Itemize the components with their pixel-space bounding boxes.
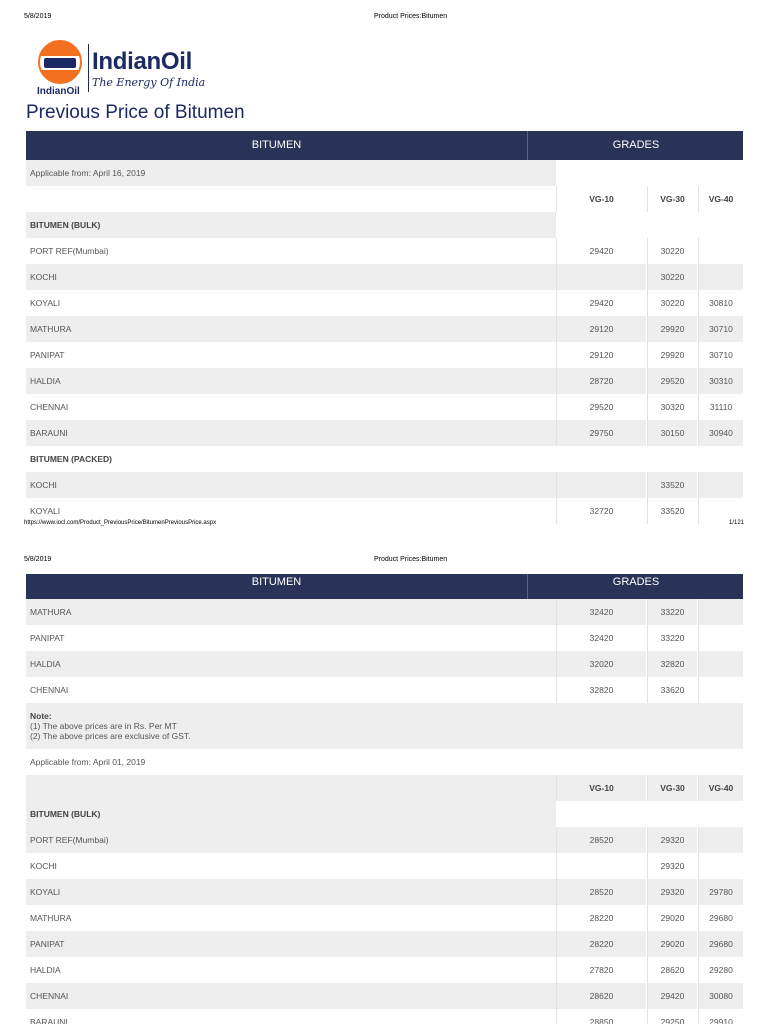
price-note <box>26 703 743 749</box>
price-table-continued <box>26 574 743 1024</box>
price-vg30: 29920 <box>647 342 697 368</box>
price-vg10: 28520 <box>556 879 646 905</box>
grades-row <box>26 186 743 212</box>
price-vg10: 28720 <box>556 368 646 394</box>
price-vg40: 29280 <box>698 957 743 983</box>
header-grades: GRADES <box>612 139 660 151</box>
print-title: Product Prices:Bitumen <box>374 556 448 563</box>
table-row <box>26 342 743 368</box>
grade-label: VG-30 <box>647 186 697 212</box>
print-url: https://www.iocl.com/Product_PreviousPrice/BitumenPreviousPrice.aspx <box>24 520 217 526</box>
applicable-date-label: Applicable from: April 01, 2019 <box>30 757 146 767</box>
location-name: PORT REF(Mumbai) <box>26 827 556 853</box>
location-name: PORT REF(Mumbai) <box>30 246 109 256</box>
note-line: (2) The above prices are exclusive of GST. <box>30 731 191 741</box>
section-packed-label: BITUMEN (PACKED) <box>30 454 113 464</box>
section-bulk-label: BITUMEN (BULK) <box>26 801 556 827</box>
price-vg10: 29120 <box>556 342 646 368</box>
price-vg30: 29320 <box>647 827 697 853</box>
price-vg40 <box>698 827 743 853</box>
price-vg30: 29020 <box>647 931 697 957</box>
table-row <box>26 677 743 703</box>
price-vg30: 29420 <box>647 983 697 1009</box>
location-name: CHENNAI <box>30 685 69 695</box>
price-vg10: 29520 <box>556 394 646 420</box>
price-vg30: 30220 <box>647 238 697 264</box>
section-bulk-label: BITUMEN (BULK) <box>26 212 556 238</box>
page-title: Previous Price of Bitumen <box>26 102 245 123</box>
location-name: KOYALI <box>30 298 61 308</box>
location-name: MATHURA <box>26 599 556 625</box>
grades-row <box>26 775 743 801</box>
table-row <box>26 931 743 957</box>
table-row <box>26 879 743 905</box>
print-date: 5/8/2019 <box>24 13 52 20</box>
price-vg40: 30080 <box>698 983 743 1009</box>
price-vg40 <box>698 853 743 879</box>
price-vg30: 29020 <box>647 905 697 931</box>
price-vg40 <box>698 677 743 703</box>
price-vg40: 30710 <box>698 316 743 342</box>
applicable-date-label: Applicable from: April 16, 2019 <box>26 160 556 186</box>
price-vg40 <box>698 625 743 651</box>
location-name: MATHURA <box>26 316 556 342</box>
price-vg30: 30320 <box>647 394 697 420</box>
price-vg10: 28220 <box>556 931 646 957</box>
price-vg30: 29320 <box>647 879 697 905</box>
grade-label: VG-30 <box>647 775 697 801</box>
header-bitumen: BITUMEN <box>26 574 528 599</box>
header-grades: GRADES <box>612 576 660 588</box>
table-row <box>26 957 743 983</box>
table-row <box>26 316 743 342</box>
price-vg30: 29250 <box>647 1009 697 1024</box>
price-vg10: 29750 <box>556 420 646 446</box>
price-vg40: 30810 <box>698 290 743 316</box>
table-row <box>26 472 743 498</box>
section-bulk <box>26 212 743 238</box>
price-vg40 <box>698 599 743 625</box>
price-vg10: 32420 <box>556 625 646 651</box>
price-vg30: 33220 <box>647 625 697 651</box>
price-vg40: 29910 <box>698 1009 743 1024</box>
table-header <box>26 131 743 160</box>
price-vg10: 27820 <box>556 957 646 983</box>
location-name: CHENNAI <box>30 402 69 412</box>
price-vg10 <box>556 853 646 879</box>
location-name: KOCHI <box>26 472 556 498</box>
price-vg40 <box>698 264 743 290</box>
location-name: KOCHI <box>30 861 57 871</box>
location-name: KOYALI <box>30 506 61 516</box>
price-vg30: 28620 <box>647 957 697 983</box>
price-vg40: 31110 <box>698 394 743 420</box>
applicable-date <box>26 749 743 775</box>
section-packed <box>26 446 743 472</box>
location-name: HALDIA <box>26 368 556 394</box>
location-name: MATHURA <box>30 913 72 923</box>
location-name: PANIPAT <box>30 633 65 643</box>
print-date: 5/8/2019 <box>24 556 52 563</box>
price-vg10: 32720 <box>556 498 646 524</box>
location-name: BARAUNI <box>26 420 556 446</box>
price-vg30: 30220 <box>647 290 697 316</box>
price-vg10: 28220 <box>556 905 646 931</box>
price-vg40 <box>698 472 743 498</box>
grade-label: VG-40 <box>698 775 743 801</box>
location-name: CHENNAI <box>26 983 556 1009</box>
price-vg10: 29420 <box>556 238 646 264</box>
location-name: KOCHI <box>26 264 556 290</box>
table-row <box>26 394 743 420</box>
price-vg30: 29320 <box>647 853 697 879</box>
header-bitumen: BITUMEN <box>26 131 528 160</box>
grade-label: VG-10 <box>556 186 646 212</box>
table-row <box>26 625 743 651</box>
price-vg30: 30150 <box>647 420 697 446</box>
table-row <box>26 905 743 931</box>
note-title: Note: <box>30 711 52 721</box>
price-vg30: 33620 <box>647 677 697 703</box>
price-vg30: 33520 <box>647 498 697 524</box>
table-row <box>26 853 743 879</box>
table-row <box>26 264 743 290</box>
print-title: Product Prices:Bitumen <box>374 13 448 20</box>
grade-label: VG-40 <box>698 186 743 212</box>
location-name: KOYALI <box>26 879 556 905</box>
logo-tagline: The Energy Of India <box>92 76 206 89</box>
price-vg30: 32820 <box>647 651 697 677</box>
note-line: (1) The above prices are in Rs. Per MT <box>30 721 177 731</box>
table-row <box>26 599 743 625</box>
price-vg10: 29120 <box>556 316 646 342</box>
applicable-date <box>26 160 743 186</box>
table-row <box>26 827 743 853</box>
price-vg10 <box>556 264 646 290</box>
price-vg10 <box>556 472 646 498</box>
table-row <box>26 420 743 446</box>
location-name: PANIPAT <box>26 931 556 957</box>
price-vg40: 29680 <box>698 931 743 957</box>
price-vg10: 32820 <box>556 677 646 703</box>
table-row <box>26 290 743 316</box>
price-vg40: 29680 <box>698 905 743 931</box>
indianoil-emblem-icon <box>38 40 82 84</box>
price-vg40 <box>698 238 743 264</box>
print-header-page2 <box>0 543 768 563</box>
table-row <box>26 238 743 264</box>
price-vg40: 29780 <box>698 879 743 905</box>
table-row <box>26 368 743 394</box>
price-vg10: 28520 <box>556 827 646 853</box>
location-name: HALDIA <box>30 965 61 975</box>
price-vg40: 30710 <box>698 342 743 368</box>
grades-row-spacer <box>26 186 556 212</box>
grade-label: VG-10 <box>556 775 646 801</box>
logo-name: IndianOil <box>92 48 192 75</box>
grades-row-spacer <box>26 775 556 801</box>
price-vg30: 33520 <box>647 472 697 498</box>
location-name: PANIPAT <box>30 350 65 360</box>
price-vg10: 28620 <box>556 983 646 1009</box>
price-vg30: 29520 <box>647 368 697 394</box>
price-vg30: 33220 <box>647 599 697 625</box>
indianoil-logo[interactable] <box>34 40 234 98</box>
table-row <box>26 983 743 1009</box>
price-table <box>26 131 743 524</box>
price-vg40: 30940 <box>698 420 743 446</box>
logo-divider <box>88 44 89 92</box>
price-vg10: 29420 <box>556 290 646 316</box>
logo-sub-text: IndianOil <box>37 86 80 97</box>
section-bulk <box>26 801 743 827</box>
location-name: HALDIA <box>26 651 556 677</box>
location-name: BARAUNI <box>30 1017 68 1024</box>
price-vg10: 32420 <box>556 599 646 625</box>
price-vg10: 28850 <box>556 1009 646 1024</box>
price-vg40 <box>698 651 743 677</box>
table-header <box>26 574 743 599</box>
price-vg40: 30310 <box>698 368 743 394</box>
print-header <box>0 0 768 20</box>
price-vg30: 30220 <box>647 264 697 290</box>
table-row <box>26 651 743 677</box>
price-vg10: 32020 <box>556 651 646 677</box>
table-row <box>26 1009 743 1024</box>
print-page-number: 1/121 <box>728 520 744 526</box>
price-vg30: 29920 <box>647 316 697 342</box>
